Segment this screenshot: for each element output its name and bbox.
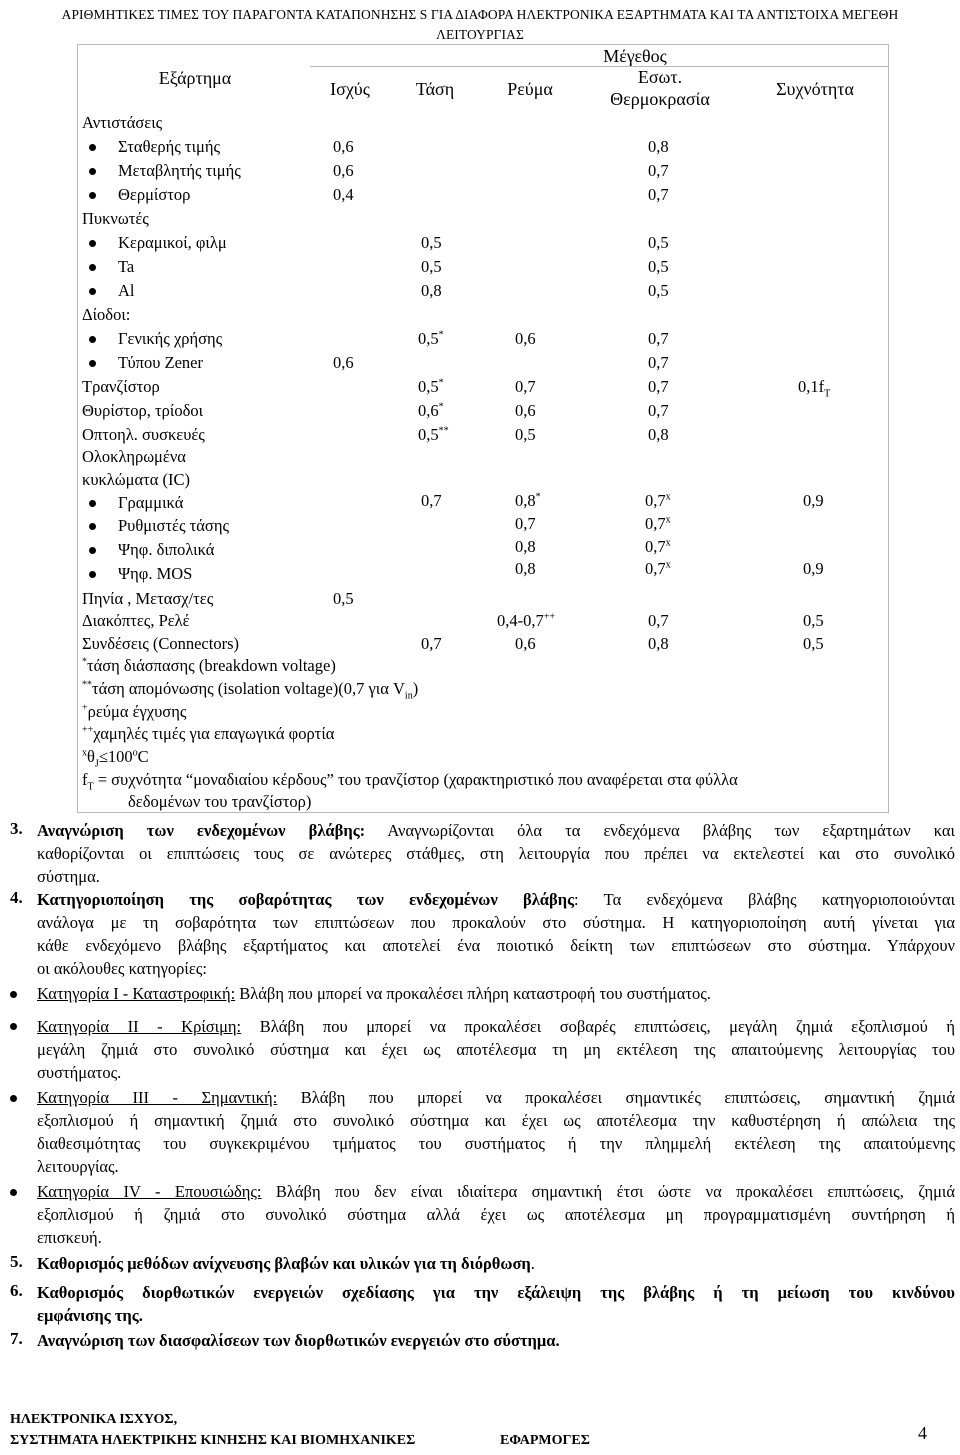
row-capacitors: Πυκνωτές [82,209,149,228]
row-diodes: Δίοδοι: [82,305,131,324]
value: 0,7 [421,634,442,653]
value: 0,5 [333,589,354,608]
value: 0,8 [648,634,669,653]
value: $0,1f_T$ [798,377,831,400]
value: 0,5 [648,257,669,276]
page-number: 4 [918,1423,927,1443]
value: 0,6* [418,401,444,420]
page-header: ΑΡΙΘΜΗΤΙΚΕΣ ΤΙΜΕΣ ΤΟΥ ΠΑΡΑΓΟΝΤΑ ΚΑΤΑΠΟΝΗΣΗΣ S ΓΙΑ ΔΙΑΦΟΡΑ ΗΛΕΚΤΡΟΝΙΚΑ ΕΞΑΡΤΗΜΑΤΑ ΚΑΙ ΤΑ ΑΝΤΙΣΤΟΙΧΑ ΜΕΓΕΘΗ [61,7,899,22]
value: 0,6 [515,329,536,348]
row-ic: Ολοκληρωμένα [82,447,186,466]
row-coils: Πηνία , Μετασχ/τες [82,589,214,608]
value: 0,7 [648,329,669,348]
row-resistors: Αντιστάσεις [82,113,163,132]
value: 0,8 [515,537,536,556]
row-connectors: Συνδέσεις (Connectors) [82,634,239,653]
row-ic-mos: Ψηφ. MOS [118,564,193,583]
row-ic-linear: Γραμμικά [118,493,184,512]
col-header-voltage: Τάση [415,79,455,99]
section-number: 3. [10,819,23,838]
value: 0,5 [648,233,669,252]
col-header-current: Ρεύμα [507,79,553,99]
note: $^x\theta_J\le 100^oC$ [82,747,149,770]
col-header-size: Μέγεθος [603,46,667,66]
row-c-ceramic: Κεραμικοί, φιλμ [118,233,227,252]
value: 0,7 [515,514,536,533]
value: 0,5 [421,257,442,276]
value: 0,7 [648,377,669,396]
row-c-al: Al [118,281,135,300]
section-number: 7. [10,1329,23,1348]
value: 0,5 [515,425,536,444]
value: 0,7 [648,611,669,630]
value: 0,6 [333,137,354,156]
row-c-ta: Ta [118,257,135,276]
value: 0,5 [803,634,824,653]
row-r-variable: Μεταβλητής τιμής [118,161,241,180]
note: *τάση διάσπασης (breakdown voltage) [82,656,336,675]
row-thyristor: Θυρίστορ, τρίοδοι [82,401,204,420]
row-d-zener: Τύπου Zener [118,353,203,372]
value: 0,5 [648,281,669,300]
value: 0,7 [421,491,442,510]
value: 0,8 [421,281,442,300]
note: **τάση απομόνωσης (isolation voltage)(0,7 για $V_{in}$) [82,679,419,702]
value: 0,7 [515,377,536,396]
section-4: Κατηγοριοποίηση της σοβαρότητας των ενδεχομένων βλάβης: Τα ενδεχόμενα βλάβης κατηγοριοποιούνται ανάλογα με τη σοβαρότητα των επιπτώσεων που προκαλούν στο σύστημα. Η κατηγοριοποίηση αυτή γίνεται για κάθε ενδεχόμενο βλάβης εξαρτήματος και αποτελεί ένα ποιοτικό δείκτη των επιπτώσεων στο σύστημα. Υπάρχουν οι ακόλουθες κατηγορίες: [37,890,956,978]
category-4: Κατηγορία IV - Επουσιώδης: Βλάβη που δεν είναι ιδιαίτερα σημαντική έτσι ώστε να προκαλέσει επιπτώσεις, ζημιά εξοπλισμού ή ζημιά στο συνολικό σύστημα αλλά έχει ως αποτέλεσμα μη προγραμματισμένη συντήρηση ή επισκευή. [37,1182,956,1247]
row-ic-bipolar: Ψηφ. διπολικά [118,540,215,559]
section-7: Αναγνώριση των διασφαλίσεων των διορθωτικών ενεργειών στο σύστημα. [37,1331,560,1350]
footer-line1: ΗΛΕΚΤΡΟΝΙΚΑ ΙΣΧΥΟΣ, [10,1412,178,1427]
section-number: 5. [10,1252,23,1271]
value: 0,6 [515,634,536,653]
value: 0,4-0,7++ [497,611,556,630]
value: 0,4 [333,185,354,204]
col-header-temp-2: Θερμοκρασία [610,89,710,109]
row-ic-regulators: Ρυθμιστές τάσης [118,516,229,535]
section-5: Καθορισμός μεθόδων ανίχνευσης βλαβών και υλικών για τη διόρθωση. [37,1254,535,1273]
section-3: Αναγνώριση των ενδεχομένων βλάβης: Αναγνωρίζονται όλα τα ενδεχόμενα βλάβης των εξαρτημάτων και καθορίζονται οι επιπτώσεις τους σε ανώτερες στάθμες, στη λειτουργία που πρέπει να εκτελεστεί και στο συνολικό σύστημα. [37,821,955,886]
category-2: Κατηγορία ΙΙ - Κρίσιμη: Βλάβη που μπορεί να προκαλέσει σοβαρές επιπτώσεις, μεγάλη ζημιά εξοπλισμού ή μεγάλη ζημιά στο συνολικό σύστημα και έχει ως αποτέλεσμα τη μη εκτέλεση της απαιτούμενης λειτουργίας του συστήματος. [37,1017,955,1082]
value: 0,5 [421,233,442,252]
value: 0,7 [648,185,669,204]
value: 0,8 [648,425,669,444]
note: δεδομένων του τρανζίστορ) [128,792,312,811]
footer-line2b: ΕΦΑΡΜΟΓΕΣ [500,1433,590,1448]
value: 0,9 [803,559,824,578]
value: 0,5 [803,611,824,630]
value: 0,9 [803,491,824,510]
row-switches: Διακόπτες, Ρελέ [82,611,190,630]
value: 0,8* [515,491,541,510]
row-transistor: Τρανζίστορ [82,377,160,396]
value: 0,5* [418,377,444,396]
value: 0,5** [418,425,449,444]
row-ic-2: κυκλώματα (IC) [82,470,191,489]
footer-line2: ΣΥΣΤΗΜΑΤΑ ΗΛΕΚΤΡΙΚΗΣ ΚΙΝΗΣΗΣ ΚΑΙ ΒΙΟΜΗΧΑΝΙΚΕΣ [10,1433,416,1448]
section-number: 4. [10,888,23,907]
value: 0,7$^x$ [645,559,671,578]
value: 0,7 [648,353,669,372]
page-header-line2: ΛΕΙΤΟΥΡΓΙΑΣ [436,27,524,42]
row-r-thermistor: Θερμίστορ [118,185,191,204]
value: 0,7$^x$ [645,514,671,533]
category-3: Κατηγορία ΙΙΙ - Σημαντική: Βλάβη που μπορεί να προκαλέσει σημαντικές επιπτώσεις, σημαντική ζημιά εξοπλισμού ή σημαντική ζημιά στο συνολικό σύστημα και έχει ως αποτέλεσμα την καθυστέρηση ή απώλεια της διαθεσιμότητας του συγκεκριμένου τμήματος του συστήματος ή την πλημμελή εκτέλεση της απαιτούμενης λειτουργίας. [37,1088,956,1176]
note: ++χαμηλές τιμές για επαγωγικά φορτία [82,724,335,743]
value: 0,6 [333,353,354,372]
note: $f_T = \sigma\upsilon\chi\nu ό\tau\eta\tau\alpha$ “μοναδιαίου κέρδους” του τρανζίστορ (χαρακτηριστικό που αναφέρεται στα φύλλα [82,770,738,793]
col-header-component: Εξάρτημα [158,68,232,88]
value: 0,8 [515,559,536,578]
row-r-fixed: Σταθερής τιμής [118,137,221,156]
row-d-general: Γενικής χρήσης [118,329,223,348]
col-header-temp-1: Εσωτ. [637,67,683,87]
value: 0,7$^x$ [645,537,671,556]
note: +ρεύμα έγχυσης [82,702,187,721]
value: 0,7$^x$ [645,491,671,510]
row-optoelectronic: Οπτοηλ. συσκευές [82,425,205,444]
value: 0,6 [515,401,536,420]
value: 0,7 [648,401,669,420]
col-header-frequency: Συχνότητα [776,79,854,99]
value: 0,7 [648,161,669,180]
value: 0,8 [648,137,669,156]
section-6: Καθορισμός διορθωτικών ενεργειών σχεδίασης για την εξάλειψη της βλάβης ή τη μείωση του κινδύνου εμφάνισης της. [37,1283,955,1325]
section-number: 6. [10,1281,23,1300]
col-header-power: Ισχύς [330,79,370,99]
category-1: Κατηγορία Ι - Καταστροφική: Βλάβη που μπορεί να προκαλέσει πλήρη καταστροφή του συστήματος. [37,984,711,1003]
value: 0,6 [333,161,354,180]
value: 0,5* [418,329,444,348]
